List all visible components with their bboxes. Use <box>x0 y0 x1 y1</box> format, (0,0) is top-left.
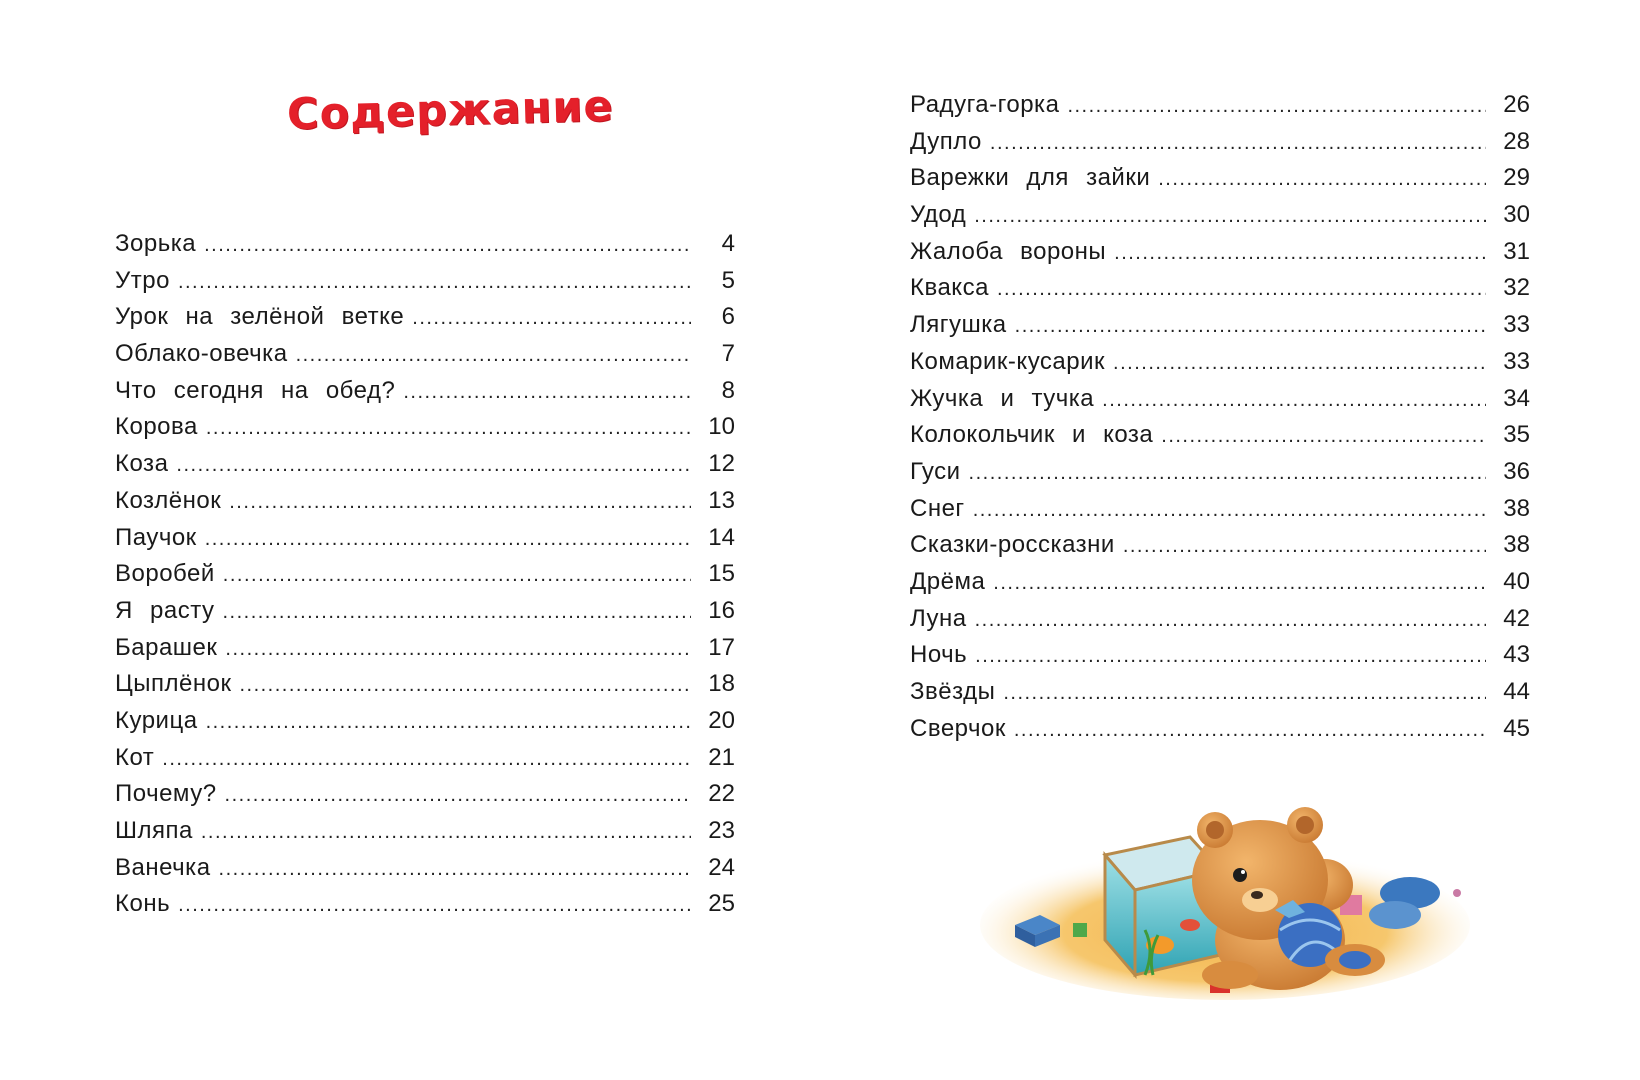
toc-entry <box>115 850 735 887</box>
toc-entry <box>115 776 735 813</box>
toc-dot-leader <box>1102 382 1486 419</box>
toc-page-number: 29 <box>1503 164 1530 192</box>
toc-list-left <box>115 226 735 923</box>
toc-page-number: 23 <box>708 817 735 844</box>
toc-page-number: 40 <box>1503 567 1530 595</box>
toc-entry-title: Луна <box>910 604 967 632</box>
toc-dot-leader <box>1015 308 1486 345</box>
toc-page-number: 18 <box>708 670 735 698</box>
toc-entry <box>910 381 1530 418</box>
toc-dot-leader <box>997 271 1486 308</box>
toc-page-number: 12 <box>708 450 735 478</box>
toc-entry-title: Жучка и тучка <box>910 384 1095 412</box>
toc-dot-leader <box>1113 345 1486 382</box>
toc-entry-title: Курица <box>115 706 198 734</box>
toc-dot-leader <box>1003 675 1486 712</box>
toc-entry <box>115 226 735 263</box>
toc-page-number: 28 <box>1503 127 1530 155</box>
toc-entry <box>115 336 735 373</box>
toc-entry <box>910 417 1530 454</box>
toc-entry-title: Барашек <box>115 633 218 661</box>
toc-entry-title: Зорька <box>115 230 197 257</box>
toc-dot-leader <box>990 125 1486 162</box>
toc-page-number: 4 <box>721 230 735 257</box>
toc-page-number: 35 <box>1503 421 1530 449</box>
toc-entry <box>115 740 735 777</box>
toc-entry <box>910 491 1530 528</box>
toc-entry-title: Конь <box>115 890 171 918</box>
toc-page-number: 21 <box>708 743 735 771</box>
toc-page-number: 15 <box>708 560 735 588</box>
toc-dot-leader <box>206 410 691 447</box>
toc-entry-title: Жалоба вороны <box>910 237 1107 265</box>
toc-page-number: 16 <box>708 596 735 624</box>
page-title: Содержание <box>286 81 615 140</box>
toc-entry-title: Облако-овечка <box>115 340 288 368</box>
toc-page-number: 42 <box>1503 604 1530 632</box>
toc-entry <box>910 564 1530 601</box>
toc-entry-title: Колокольчик и коза <box>910 421 1154 449</box>
toc-entry <box>910 637 1530 674</box>
toc-dot-leader <box>204 227 691 264</box>
toc-page-number: 24 <box>708 853 735 881</box>
toc-entry-title: Корова <box>115 413 198 441</box>
toc-page-number: 8 <box>721 376 735 404</box>
toc-dot-leader <box>412 300 691 337</box>
toc-entry <box>910 197 1530 234</box>
toc-entry-title: Лягушка <box>910 311 1007 339</box>
toc-page-number: 22 <box>708 780 735 808</box>
toc-entry-title: Ванечка <box>115 853 211 881</box>
toc-dot-leader <box>993 565 1486 602</box>
toc-entry-title: Коза <box>115 450 169 478</box>
toc-entry-title: Радуга-горка <box>910 91 1060 118</box>
toc-entry-title: Почему? <box>115 780 217 808</box>
toc-dot-leader <box>162 741 691 778</box>
toc-dot-leader <box>222 594 691 631</box>
toc-entry <box>115 299 735 336</box>
toc-dot-leader <box>975 638 1486 675</box>
toc-entry-title: Дрёма <box>910 567 986 595</box>
toc-entry-title: Сказки-россказни <box>910 531 1115 559</box>
toc-page-number: 36 <box>1503 457 1530 485</box>
toc-page-number: 33 <box>1503 347 1530 375</box>
toc-page-number: 7 <box>721 340 735 368</box>
toc-dot-leader <box>178 887 691 924</box>
toc-dot-leader <box>1114 235 1486 272</box>
teddy-bear-illustration <box>975 775 1475 1005</box>
toc-entry-title: Я расту <box>115 596 215 624</box>
toc-entry-title: Кот <box>115 743 155 771</box>
toc-dot-leader <box>1067 88 1486 125</box>
toc-page-number: 13 <box>708 486 735 514</box>
toc-dot-leader <box>219 851 691 888</box>
toc-entry <box>910 160 1530 197</box>
toc-entry <box>910 527 1530 564</box>
toc-entry <box>910 270 1530 307</box>
toc-entry <box>115 263 735 300</box>
toc-entry <box>910 454 1530 491</box>
toc-page-number: 31 <box>1503 237 1530 265</box>
toc-entry-title: Гуси <box>910 457 961 485</box>
toc-page-number: 25 <box>708 890 735 918</box>
teddy-bear-with-aquarium-icon <box>975 775 1475 1005</box>
toc-entry <box>115 409 735 446</box>
toc-page-number: 14 <box>708 523 735 551</box>
toc-dot-leader <box>223 557 691 594</box>
toc-dot-leader <box>225 631 691 668</box>
toc-page-number: 43 <box>1503 641 1530 669</box>
toc-dot-leader <box>229 484 691 521</box>
toc-entry <box>910 234 1530 271</box>
toc-entry-title: Шляпа <box>115 817 193 844</box>
toc-entry <box>115 520 735 557</box>
toc-list-right <box>910 87 1530 747</box>
toc-entry <box>115 556 735 593</box>
toc-dot-leader <box>206 704 691 741</box>
toc-page-number: 26 <box>1503 91 1530 118</box>
toc-entry <box>115 593 735 630</box>
toc-entry-title: Что сегодня на обед? <box>115 376 396 404</box>
toc-entry <box>910 87 1530 124</box>
toc-dot-leader <box>176 447 691 484</box>
toc-page-number: 38 <box>1503 494 1530 522</box>
toc-entry-title: Урок на зелёной ветке <box>115 303 405 331</box>
toc-dot-leader <box>973 492 1486 529</box>
toc-entry-title: Квакса <box>910 274 989 302</box>
toc-entry-title: Сверчок <box>910 714 1006 742</box>
toc-dot-leader <box>975 602 1486 639</box>
toc-entry-title: Утро <box>115 266 170 294</box>
toc-entry-title: Варежки для зайки <box>910 164 1151 192</box>
toc-dot-leader <box>1158 161 1486 198</box>
toc-entry <box>910 344 1530 381</box>
toc-entry <box>910 711 1530 748</box>
toc-dot-leader <box>296 337 691 374</box>
toc-dot-leader <box>969 455 1486 492</box>
toc-dot-leader <box>205 521 691 558</box>
toc-page-number: 34 <box>1503 384 1530 412</box>
toc-dot-leader <box>1161 418 1486 455</box>
toc-entry <box>115 813 735 850</box>
toc-page-number: 5 <box>721 266 735 294</box>
toc-entry <box>115 630 735 667</box>
toc-page-number: 38 <box>1503 531 1530 559</box>
toc-page-number: 30 <box>1503 201 1530 229</box>
toc-entry <box>115 703 735 740</box>
toc-dot-leader <box>239 667 691 704</box>
toc-entry-title: Козлёнок <box>115 486 222 514</box>
toc-entry <box>115 446 735 483</box>
toc-dot-leader <box>1014 712 1486 749</box>
toc-entry <box>910 601 1530 638</box>
toc-page-number: 10 <box>708 413 735 441</box>
toc-dot-leader <box>201 814 691 851</box>
toc-dot-leader <box>178 264 691 301</box>
toc-dot-leader <box>1123 528 1486 565</box>
toc-page-number: 6 <box>721 303 735 331</box>
toc-entry-title: Снег <box>910 494 965 522</box>
right-page <box>820 0 1640 1080</box>
toc-page-number: 17 <box>708 633 735 661</box>
toc-entry-title: Ночь <box>910 641 968 669</box>
toc-page-number: 20 <box>708 706 735 734</box>
toc-page-number: 44 <box>1503 678 1530 705</box>
toc-entry-title: Воробей <box>115 560 215 588</box>
toc-entry <box>115 373 735 410</box>
toc-entry <box>115 666 735 703</box>
toc-dot-leader <box>974 198 1486 235</box>
toc-entry-title: Звёзды <box>910 678 996 705</box>
toc-dot-leader <box>225 777 691 814</box>
toc-entry-title: Комарик-кусарик <box>910 347 1106 375</box>
toc-entry-title: Паучок <box>115 523 197 551</box>
toc-page-number: 45 <box>1503 714 1530 742</box>
toc-page-number: 32 <box>1503 274 1530 302</box>
toc-entry <box>910 124 1530 161</box>
toc-entry <box>910 674 1530 711</box>
toc-entry-title: Цыплёнок <box>115 670 232 698</box>
toc-entry <box>910 307 1530 344</box>
toc-entry-title: Дупло <box>910 127 982 155</box>
toc-entry <box>115 483 735 520</box>
toc-page-number: 33 <box>1503 311 1530 339</box>
toc-dot-leader <box>403 374 691 411</box>
toc-entry <box>115 886 735 923</box>
toc-entry-title: Удод <box>910 201 967 229</box>
